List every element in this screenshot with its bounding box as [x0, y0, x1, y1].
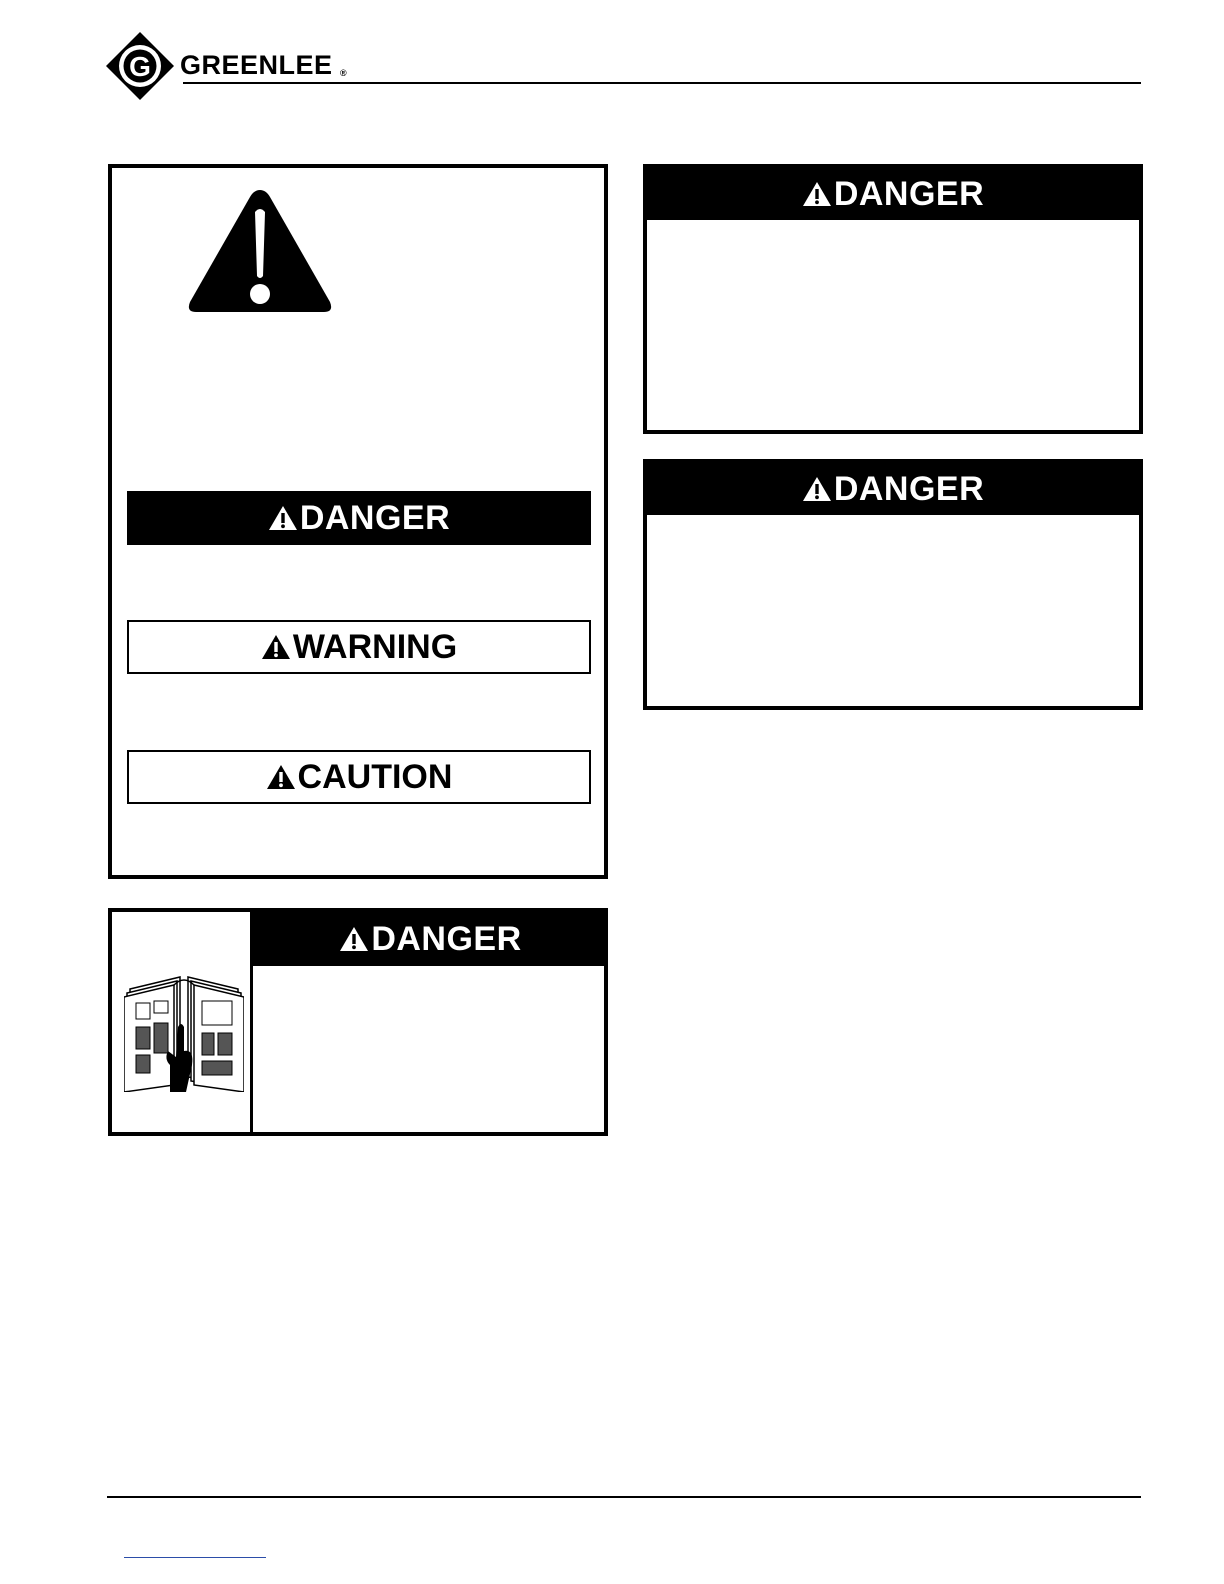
- exclamation-triangle-icon: [184, 184, 336, 318]
- footer-link-underline[interactable]: [124, 1557, 266, 1558]
- caution-label: CAUTION: [297, 757, 453, 796]
- warning-triangle-icon: [802, 180, 832, 208]
- read-manual-book-icon: [124, 967, 244, 1092]
- warning-triangle-icon: [266, 763, 296, 791]
- danger-label: DANGER: [833, 174, 985, 213]
- manual-danger-banner: [253, 912, 608, 966]
- header-rule: [183, 82, 1141, 84]
- warning-triangle-icon: [339, 925, 369, 953]
- read-manual-danger-panel: [108, 908, 608, 1136]
- svg-text:G: G: [129, 51, 151, 82]
- danger-label: DANGER: [299, 498, 451, 537]
- danger-banner: [647, 463, 1139, 515]
- footer-rule: [107, 1496, 1141, 1498]
- warning-triangle-icon: [268, 504, 298, 532]
- warning-triangle-icon: [802, 475, 832, 503]
- warning-label: WARNING: [292, 627, 458, 666]
- greenlee-diamond-icon: [104, 30, 176, 102]
- brand-name: GREENLEE: [180, 50, 333, 80]
- danger-signal-banner: [127, 491, 591, 545]
- greenlee-logo: [104, 30, 364, 102]
- registered-mark: ®: [340, 68, 347, 78]
- caution-signal-banner: [127, 750, 591, 804]
- danger-label: DANGER: [371, 919, 522, 958]
- right-bottom-danger-panel: [643, 459, 1143, 710]
- right-top-danger-panel: [643, 164, 1143, 434]
- safety-symbols-panel: [108, 164, 608, 879]
- danger-banner: [647, 168, 1139, 220]
- warning-signal-banner: [127, 620, 591, 674]
- danger-label: DANGER: [833, 469, 985, 508]
- warning-triangle-icon: [261, 633, 291, 661]
